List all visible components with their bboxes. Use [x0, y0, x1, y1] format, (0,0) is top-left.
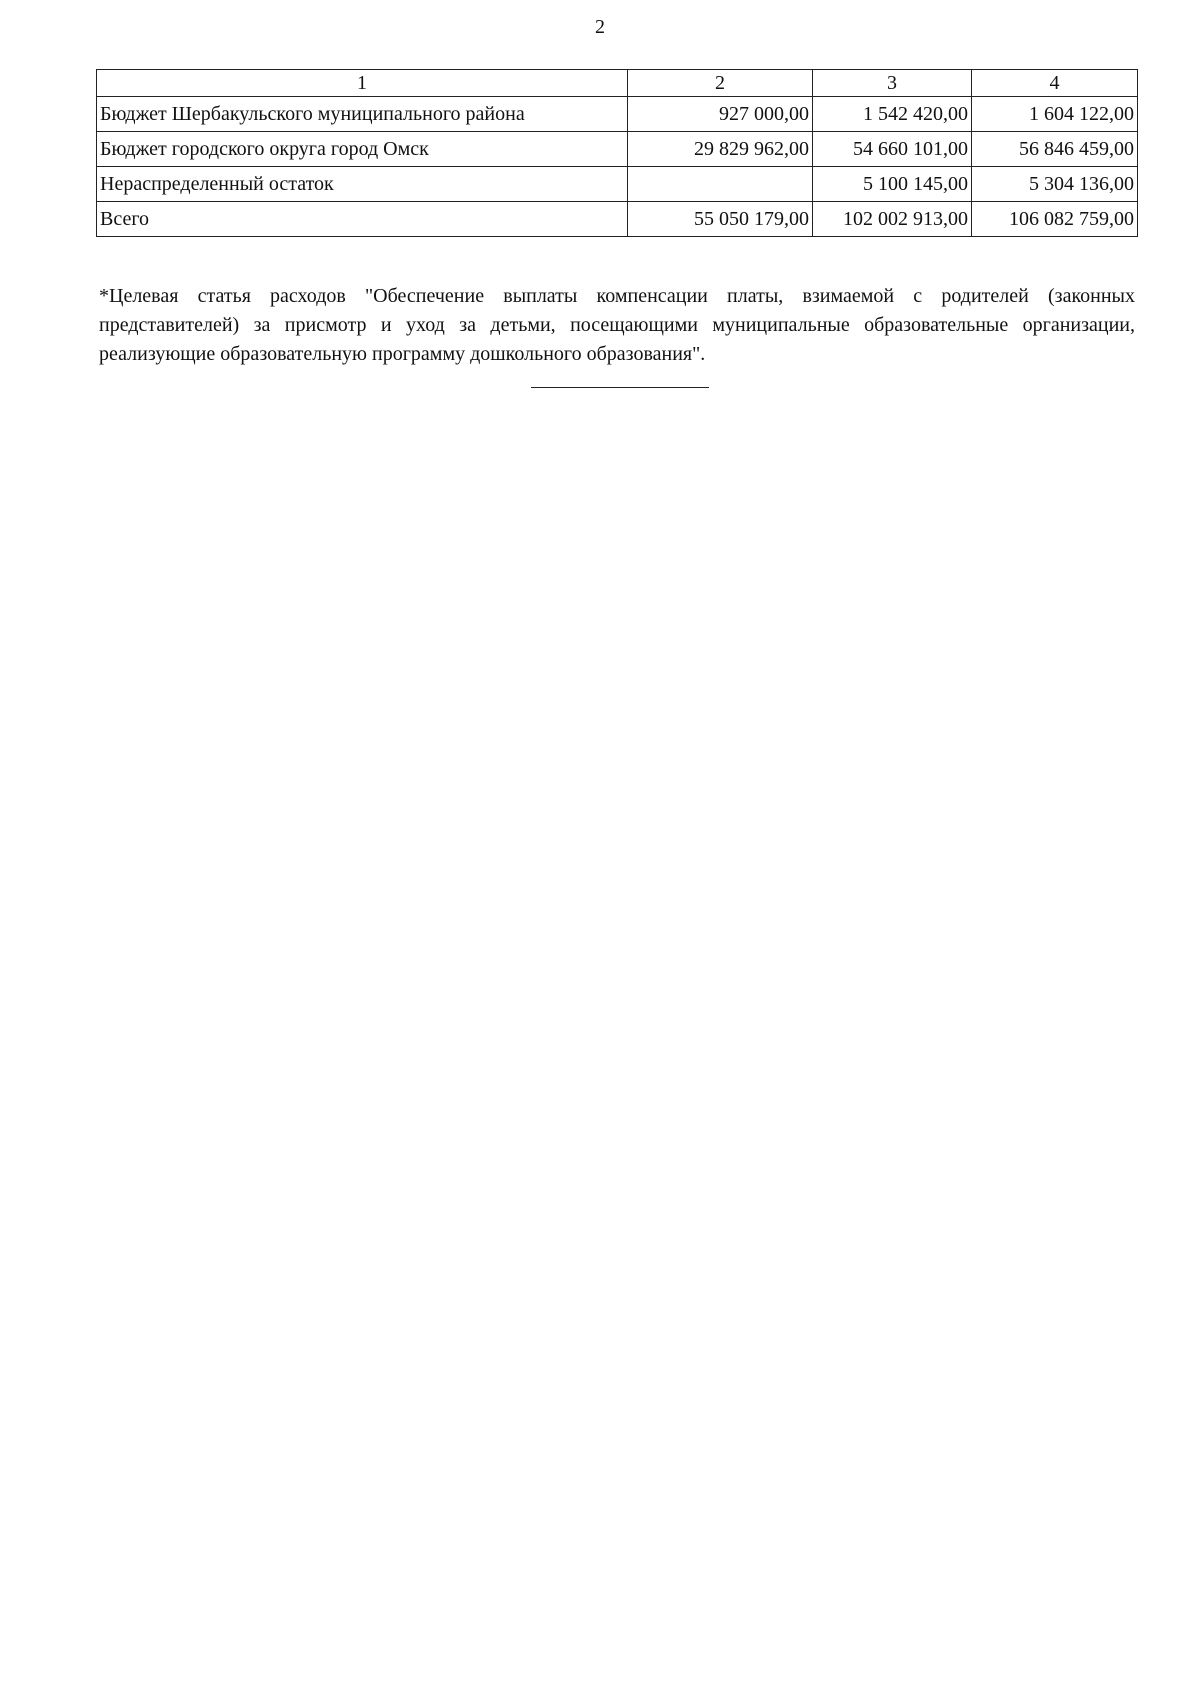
row-value: 56 846 459,00: [972, 132, 1138, 167]
budget-table: [96, 69, 1138, 237]
row-value: 5 100 145,00: [813, 167, 972, 202]
row-value: [628, 167, 813, 202]
row-name: Бюджет городского округа город Омск: [97, 132, 628, 167]
table-row-total: [97, 202, 1138, 237]
row-name: Бюджет Шербакульского муниципального района: [97, 97, 628, 132]
column-header: 1: [97, 70, 628, 97]
table-row: [97, 97, 1138, 132]
footnote: *Целевая статья расходов "Обеспечение выплаты компенсации платы, взимаемой с родителей (законных представителей) за присмотр и уход за детьми, посещающими муниципальные образовательные организации, реализующие образовательную программу дошкольного образования".: [99, 285, 1135, 365]
row-value: 1 604 122,00: [972, 97, 1138, 132]
row-name: Нераспределенный остаток: [97, 167, 628, 202]
table-header-row: [97, 70, 1138, 97]
row-name: Всего: [97, 202, 628, 237]
row-value: 1 542 420,00: [813, 97, 972, 132]
row-value: 55 050 179,00: [628, 202, 813, 237]
row-value: 54 660 101,00: [813, 132, 972, 167]
page-number: 2: [595, 16, 605, 38]
table-row: [97, 132, 1138, 167]
column-header: 2: [628, 70, 813, 97]
row-value: 927 000,00: [628, 97, 813, 132]
row-value: 5 304 136,00: [972, 167, 1138, 202]
row-value: 106 082 759,00: [972, 202, 1138, 237]
column-header: 4: [972, 70, 1138, 97]
row-value: 29 829 962,00: [628, 132, 813, 167]
column-header: 3: [813, 70, 972, 97]
end-divider: [531, 387, 709, 388]
row-value: 102 002 913,00: [813, 202, 972, 237]
table-row: [97, 167, 1138, 202]
